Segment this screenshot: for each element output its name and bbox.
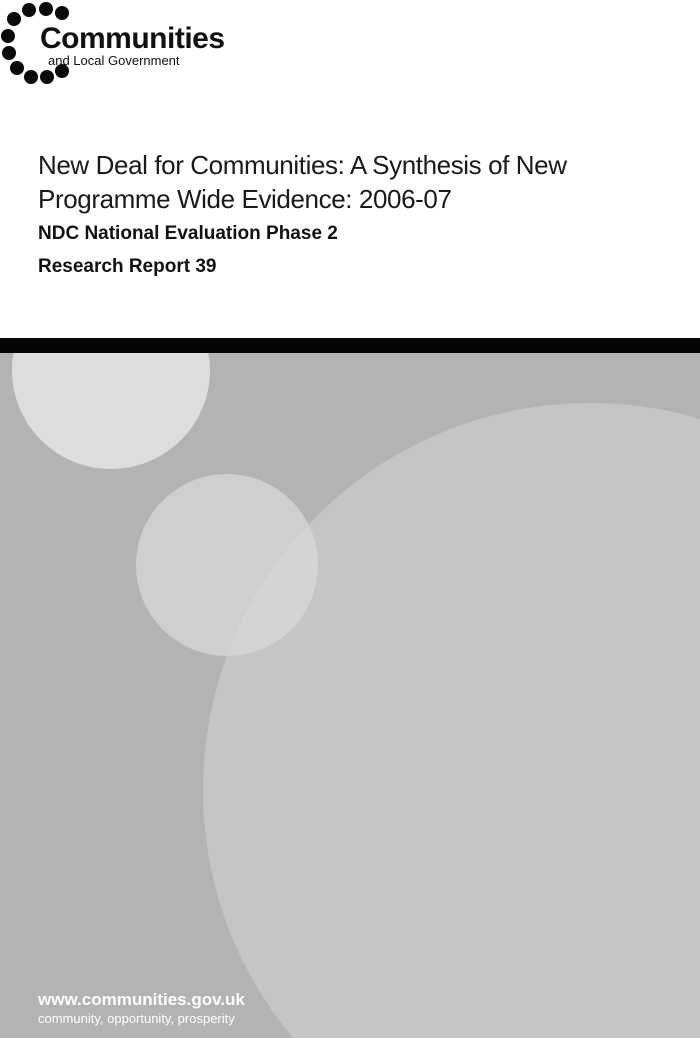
top-left-circle	[12, 353, 210, 469]
black-band	[0, 338, 700, 353]
middle-circle	[136, 474, 318, 656]
decorative-circles	[0, 353, 700, 1038]
cover-graphic-panel	[0, 353, 700, 1038]
footer-website: www.communities.gov.uk	[38, 990, 245, 1009]
footer-tagline: community, opportunity, prosperity	[38, 1011, 235, 1026]
report-number: Research Report 39	[38, 256, 217, 277]
logo-name: Communities	[40, 22, 225, 55]
logo	[0, 0, 240, 90]
report-subtitle: NDC National Evaluation Phase 2	[38, 223, 338, 244]
logo-subline: and Local Government	[48, 53, 180, 68]
report-title: New Deal for Communities: A Synthesis of New Programme Wide Evidence: 2006-07	[38, 150, 567, 214]
